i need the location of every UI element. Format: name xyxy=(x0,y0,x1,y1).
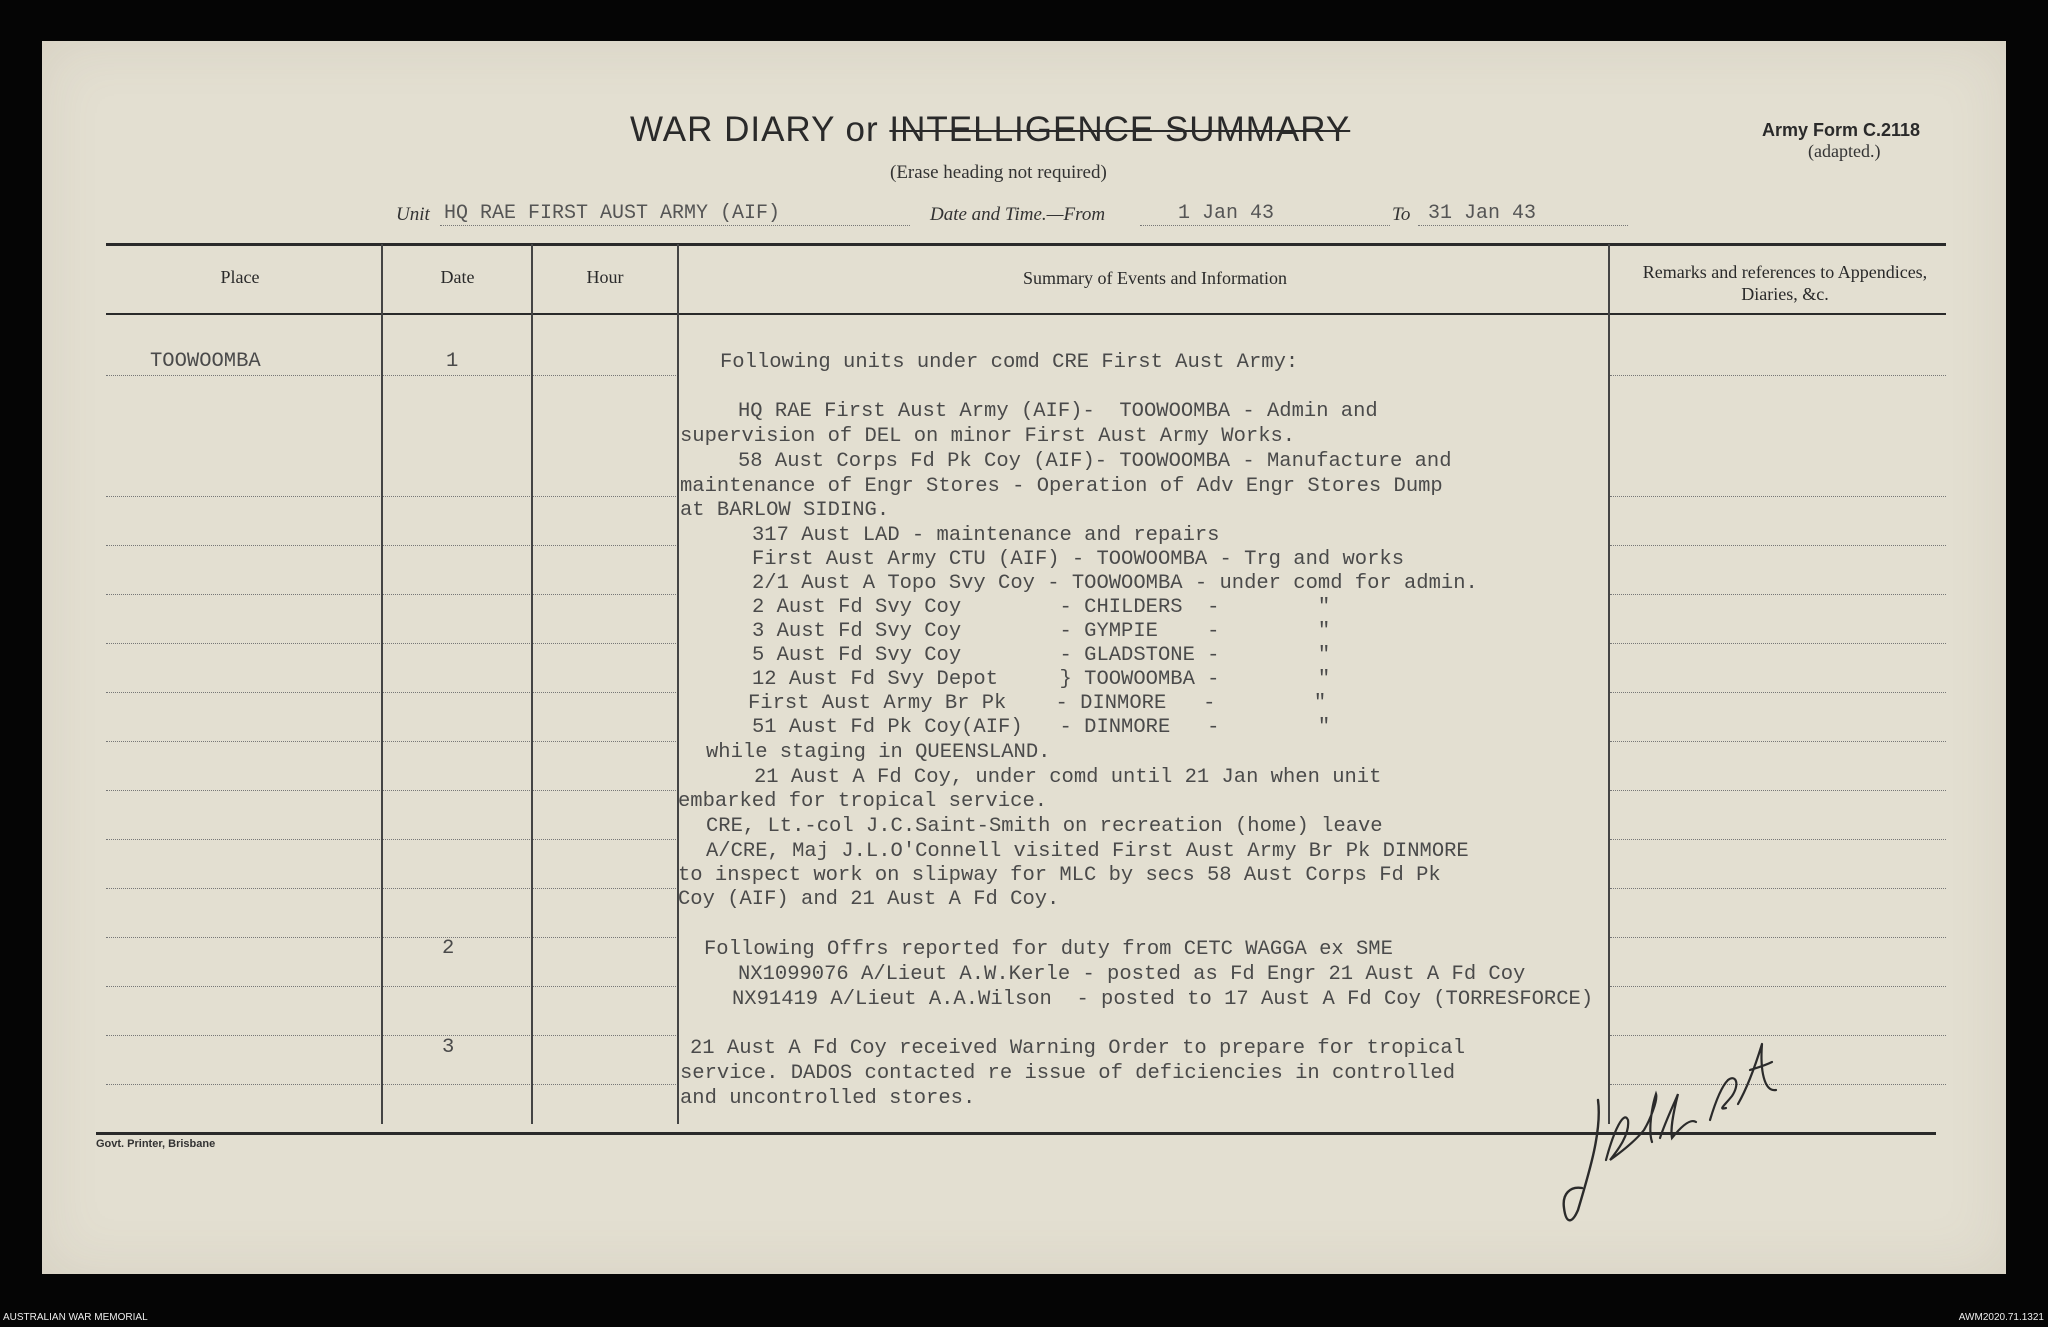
ruling-line xyxy=(106,1035,380,1036)
ruling-line xyxy=(533,888,676,889)
ruling-line xyxy=(533,594,676,595)
ruling-line xyxy=(106,643,380,644)
ruling-line xyxy=(106,937,380,938)
ruling-line xyxy=(1610,888,1946,889)
handwritten-signature xyxy=(1540,1010,1800,1240)
ruling-line xyxy=(383,496,530,497)
entry-2-line: NX91419 A/Lieut A.A.Wilson - posted to 17 Aust A Fd Coy (TORRESFORCE) xyxy=(732,988,1594,1011)
ruling-line xyxy=(106,790,380,791)
ruling-line xyxy=(1610,643,1946,644)
entry-1-line: to inspect work on slipway for MLC by secs 58 Aust Corps Fd Pk xyxy=(678,864,1441,887)
ruling-line xyxy=(1610,839,1946,840)
ruling-line xyxy=(383,937,530,938)
ruling-line xyxy=(1610,375,1946,376)
col-header-hour: Hour xyxy=(586,267,624,287)
ruling-line xyxy=(533,790,676,791)
date-to: 31 Jan 43 xyxy=(1428,202,1537,225)
ruling-line xyxy=(1610,692,1946,693)
ruling-line xyxy=(533,986,676,987)
entry-2-date: 2 xyxy=(442,937,455,960)
form-number: Army Form C.2118 xyxy=(1762,120,1921,140)
ruling-line xyxy=(106,986,380,987)
entry-1-line: embarked for tropical service. xyxy=(678,790,1048,813)
archive-caption-right: AWM2020.71.1321 xyxy=(1958,1312,2044,1323)
ruling-line xyxy=(533,692,676,693)
ruling-line xyxy=(533,741,676,742)
entry-1-line: supervision of DEL on minor First Aust Army Works. xyxy=(680,425,1296,448)
entry-1-line: 3 Aust Fd Svy Coy - GYMPIE - " xyxy=(752,620,1331,643)
entry-1-line: 2 Aust Fd Svy Coy - CHILDERS - " xyxy=(752,596,1331,619)
ruling-line xyxy=(1610,496,1946,497)
entry-1-line: 5 Aust Fd Svy Coy - GLADSTONE - " xyxy=(752,644,1331,667)
ruling-line xyxy=(383,839,530,840)
col-header-place: Place xyxy=(220,267,260,287)
ruling-line xyxy=(383,1084,530,1085)
ruling-line xyxy=(106,594,380,595)
entry-1-line: 58 Aust Corps Fd Pk Coy (AIF)- TOOWOOMBA - Manufacture and xyxy=(738,450,1452,473)
ruling-line xyxy=(383,692,530,693)
unit-value: HQ RAE FIRST AUST ARMY (AIF) xyxy=(444,202,781,225)
ruling-line xyxy=(533,1035,676,1036)
ruling-line xyxy=(1610,545,1946,546)
entry-1-line: 12 Aust Fd Svy Depot } TOOWOOMBA - " xyxy=(752,668,1331,691)
entry-1-line: while staging in QUEENSLAND. xyxy=(706,741,1051,764)
date-to-dotline xyxy=(1418,225,1628,226)
entry-1-line: First Aust Army CTU (AIF) - TOOWOOMBA - Trg and works xyxy=(752,548,1405,571)
entry-1-line: Coy (AIF) and 21 Aust A Fd Coy. xyxy=(678,888,1060,911)
date-label: Date and Time.—From xyxy=(930,204,1106,225)
form-note: (adapted.) xyxy=(1808,141,1881,161)
unit-dotline xyxy=(440,225,910,226)
entry-1-place: TOOWOOMBA xyxy=(150,350,261,373)
col-header-date: Date xyxy=(440,267,475,287)
entry-3-line: 21 Aust A Fd Coy received Warning Order to prepare for tropical xyxy=(690,1037,1466,1060)
col-divider-summary xyxy=(1608,244,1610,1124)
entry-1-line: 21 Aust A Fd Coy, under comd until 21 Jan when unit xyxy=(754,766,1382,789)
entry-1-line: HQ RAE First Aust Army (AIF)- TOOWOOMBA - Admin and xyxy=(738,400,1378,423)
unit-label: Unit xyxy=(396,204,430,225)
entry-1-line: 2/1 Aust A Topo Svy Coy - TOOWOOMBA - under comd for admin. xyxy=(752,572,1478,595)
entry-3-line: and uncontrolled stores. xyxy=(680,1087,976,1110)
ruling-line xyxy=(106,692,380,693)
ruling-line xyxy=(383,594,530,595)
col-divider-date xyxy=(531,244,533,1124)
entry-1-line: A/CRE, Maj J.L.O'Connell visited First Aust Army Br Pk DINMORE xyxy=(706,840,1469,863)
ruling-line xyxy=(383,545,530,546)
entry-3-date: 3 xyxy=(442,1036,455,1059)
entry-1-line: First Aust Army Br Pk - DINMORE - " xyxy=(748,692,1327,715)
entry-1-line: Following units under comd CRE First Aust Army: xyxy=(720,351,1299,374)
entry-1-line: CRE, Lt.-col J.C.Saint-Smith on recreation (home) leave xyxy=(706,815,1383,838)
col-header-summary: Summary of Events and Information xyxy=(1023,268,1287,288)
printer-imprint: Govt. Printer, Brisbane xyxy=(96,1138,216,1150)
entry-2-line: NX1099076 A/Lieut A.W.Kerle - posted as Fd Engr 21 Aust A Fd Coy xyxy=(738,963,1526,986)
ruling-line xyxy=(383,888,530,889)
ruling-line xyxy=(383,790,530,791)
ruling-line xyxy=(383,375,530,376)
ruling-line xyxy=(1610,986,1946,987)
ruling-line xyxy=(106,741,380,742)
title-struck: INTELLIGENCE SUMMARY xyxy=(889,110,1351,149)
entry-2-line: Following Offrs reported for duty from CETC WAGGA ex SME xyxy=(704,938,1393,961)
ruling-line xyxy=(533,839,676,840)
ruling-line xyxy=(533,545,676,546)
ruling-line xyxy=(106,496,380,497)
date-from-dotline xyxy=(1140,225,1390,226)
ruling-line xyxy=(533,496,676,497)
ruling-line xyxy=(383,741,530,742)
date-from: 1 Jan 43 xyxy=(1178,202,1275,225)
ruling-line xyxy=(106,888,380,889)
ruling-line xyxy=(533,643,676,644)
ruling-line xyxy=(106,545,380,546)
entry-1-line: 317 Aust LAD - maintenance and repairs xyxy=(752,524,1220,547)
ruling-line xyxy=(533,1084,676,1085)
to-label: To xyxy=(1392,204,1411,225)
ruling-line xyxy=(1610,594,1946,595)
col-header-remarks: Remarks and references to Appendices, Diaries, &c. xyxy=(1642,262,1928,304)
ruling-line xyxy=(106,1084,380,1085)
col-divider-hour xyxy=(677,244,679,1124)
entry-1-line: maintenance of Engr Stores - Operation of Adv Engr Stores Dump xyxy=(680,475,1443,498)
ruling-line xyxy=(1610,741,1946,742)
page-title xyxy=(630,110,1350,150)
ruling-line xyxy=(533,375,676,376)
ruling-line xyxy=(383,986,530,987)
ruling-line xyxy=(383,1035,530,1036)
ruling-line xyxy=(106,375,380,376)
entry-3-line: service. DADOS contacted re issue of deficiencies in controlled xyxy=(680,1062,1456,1085)
col-divider-place xyxy=(381,244,383,1124)
ruling-line xyxy=(533,937,676,938)
subtitle: (Erase heading not required) xyxy=(890,162,1107,183)
archive-caption-left: AUSTRALIAN WAR MEMORIAL xyxy=(3,1312,148,1323)
entry-1-line: at BARLOW SIDING. xyxy=(680,499,890,522)
title-kept: WAR DIARY or xyxy=(630,110,879,149)
ruling-line xyxy=(1610,790,1946,791)
entry-1-line: 51 Aust Fd Pk Coy(AIF) - DINMORE - " xyxy=(752,716,1331,739)
ruling-line xyxy=(383,643,530,644)
entry-1-date: 1 xyxy=(446,350,459,373)
ruling-line xyxy=(106,839,380,840)
ruling-line xyxy=(1610,937,1946,938)
